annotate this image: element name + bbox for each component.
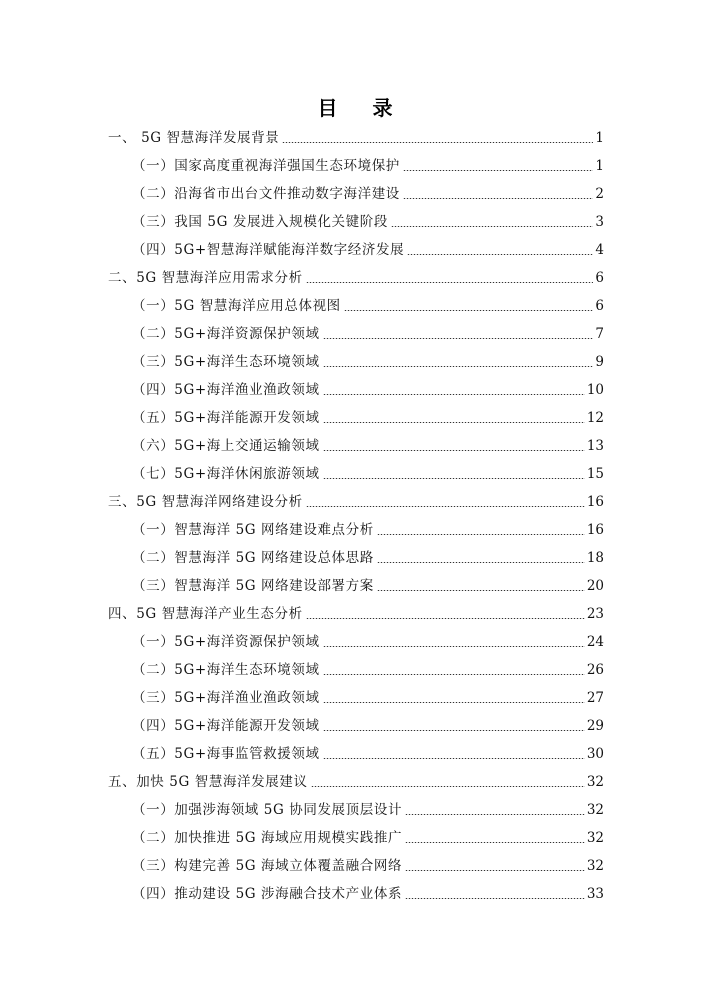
toc-entry-title: （二）沿海省市出台文件推动数字海洋建设: [132, 186, 400, 202]
toc-subsection-entry[interactable]: [108, 852, 604, 880]
dot-leader: [323, 758, 585, 759]
dot-leader: [323, 478, 585, 479]
dot-leader: [323, 674, 585, 675]
toc-entry-title: （三）我国 5G 发展进入规模化关键阶段: [132, 214, 388, 230]
dot-leader: [391, 226, 593, 227]
toc-subsection-entry[interactable]: [108, 292, 604, 320]
toc-entry-page-number: 10: [586, 382, 604, 398]
toc-entry-title: （五）5G+海洋能源开发领域: [132, 410, 320, 426]
dot-leader: [323, 730, 585, 731]
dot-leader: [311, 786, 585, 787]
toc-entry-page-number: 29: [586, 718, 604, 734]
toc-entry-page-number: 27: [586, 690, 604, 706]
toc-entry-page-number: 7: [595, 326, 604, 342]
toc-entry-page-number: 6: [595, 298, 604, 314]
toc-entry-title: （二）加快推进 5G 海域应用规模实践推广: [132, 830, 403, 846]
toc-subsection-entry[interactable]: [108, 740, 604, 768]
toc-subsection-entry[interactable]: [108, 180, 604, 208]
dot-leader: [377, 534, 585, 535]
toc-entry-page-number: 3: [595, 214, 604, 230]
toc-subsection-entry[interactable]: [108, 656, 604, 684]
dot-leader: [306, 506, 585, 507]
toc-section-entry[interactable]: [108, 264, 604, 292]
toc-subsection-entry[interactable]: [108, 348, 604, 376]
dot-leader: [323, 338, 594, 339]
toc-entry-page-number: 6: [595, 270, 604, 286]
toc-entry-title: （四）5G+海洋渔业渔政领域: [132, 382, 320, 398]
dot-leader: [323, 702, 585, 703]
toc-entry-title: （三）构建完善 5G 海域立体覆盖融合网络: [132, 858, 403, 874]
toc-entry-page-number: 24: [586, 634, 604, 650]
toc-subsection-entry[interactable]: [108, 516, 604, 544]
toc-entry-title: （一）5G+海洋资源保护领域: [132, 634, 320, 650]
toc-section-entry[interactable]: [108, 768, 604, 796]
toc-entry-title: 四、5G 智慧海洋产业生态分析: [108, 606, 303, 622]
toc-entry-title: 五、加快 5G 智慧海洋发展建议: [108, 774, 308, 790]
toc-entry-title: （二）5G+海洋生态环境领域: [132, 662, 320, 678]
toc-section-entry[interactable]: [108, 124, 604, 152]
toc-entry-title: （二）5G+海洋资源保护领域: [132, 326, 320, 342]
toc-subsection-entry[interactable]: [108, 404, 604, 432]
toc-subsection-entry[interactable]: [108, 880, 604, 908]
toc-entry-title: 一、 5G 智慧海洋发展背景: [108, 130, 280, 146]
toc-subsection-entry[interactable]: [108, 208, 604, 236]
toc-entry-title: （二）智慧海洋 5G 网络建设总体思路: [132, 550, 374, 566]
toc-entry-page-number: 12: [586, 410, 604, 426]
toc-entry-page-number: 13: [586, 438, 604, 454]
dot-leader: [323, 366, 594, 367]
toc-entry-title: （一）加强涉海领域 5G 协同发展顶层设计: [132, 802, 403, 818]
toc-subsection-entry[interactable]: [108, 684, 604, 712]
toc-entry-page-number: 9: [595, 354, 604, 370]
toc-entry-title: 二、5G 智慧海洋应用需求分析: [108, 270, 303, 286]
toc-entry-page-number: 18: [586, 550, 604, 566]
table-of-contents: [108, 124, 604, 908]
dot-leader: [407, 254, 593, 255]
toc-subsection-entry[interactable]: [108, 824, 604, 852]
toc-entry-title: （四）5G+海洋能源开发领域: [132, 718, 320, 734]
dot-leader: [306, 282, 594, 283]
toc-entry-title: （一）5G 智慧海洋应用总体视图: [132, 298, 341, 314]
toc-subsection-entry[interactable]: [108, 796, 604, 824]
toc-subsection-entry[interactable]: [108, 320, 604, 348]
toc-entry-page-number: 32: [586, 858, 604, 874]
toc-entry-title: （六）5G+海上交通运输领域: [132, 438, 320, 454]
dot-leader: [403, 170, 594, 171]
toc-entry-page-number: 15: [586, 466, 604, 482]
toc-subsection-entry[interactable]: [108, 236, 604, 264]
dot-leader: [377, 562, 585, 563]
toc-subsection-entry[interactable]: [108, 460, 604, 488]
toc-entry-title: （五）5G+海事监管救援领域: [132, 746, 320, 762]
toc-subsection-entry[interactable]: [108, 376, 604, 404]
toc-entry-title: （三）5G+海洋渔业渔政领域: [132, 690, 320, 706]
toc-entry-page-number: 4: [595, 242, 604, 258]
dot-leader: [344, 310, 594, 311]
toc-entry-page-number: 2: [595, 186, 604, 202]
toc-section-entry[interactable]: [108, 600, 604, 628]
toc-entry-title: （七）5G+海洋休闲旅游领域: [132, 466, 320, 482]
toc-subsection-entry[interactable]: [108, 152, 604, 180]
toc-entry-page-number: 32: [586, 774, 604, 790]
toc-entry-title: 三、5G 智慧海洋网络建设分析: [108, 494, 303, 510]
dot-leader: [405, 814, 585, 815]
dot-leader: [282, 142, 593, 143]
dot-leader: [405, 870, 585, 871]
toc-entry-title: （一）智慧海洋 5G 网络建设难点分析: [132, 522, 374, 538]
toc-entry-page-number: 20: [586, 578, 604, 594]
toc-entry-page-number: 32: [586, 802, 604, 818]
toc-entry-title: （一）国家高度重视海洋强国生态环境保护: [132, 158, 400, 174]
dot-leader: [323, 646, 585, 647]
dot-leader: [403, 198, 594, 199]
toc-section-entry[interactable]: [108, 488, 604, 516]
toc-subsection-entry[interactable]: [108, 432, 604, 460]
toc-entry-title: （四）推动建设 5G 涉海融合技术产业体系: [132, 886, 403, 902]
toc-entry-title: （三）智慧海洋 5G 网络建设部署方案: [132, 578, 374, 594]
dot-leader: [405, 898, 585, 899]
dot-leader: [377, 590, 585, 591]
toc-subsection-entry[interactable]: [108, 628, 604, 656]
toc-entry-page-number: 26: [586, 662, 604, 678]
dot-leader: [405, 842, 585, 843]
toc-entry-page-number: 1: [595, 158, 604, 174]
toc-entry-page-number: 30: [586, 746, 604, 762]
toc-subsection-entry[interactable]: [108, 572, 604, 600]
dot-leader: [306, 618, 585, 619]
dot-leader: [323, 450, 585, 451]
toc-entry-page-number: 16: [586, 522, 604, 538]
toc-entry-title: （三）5G+海洋生态环境领域: [132, 354, 320, 370]
toc-subsection-entry[interactable]: [108, 712, 604, 740]
toc-entry-page-number: 33: [586, 886, 604, 902]
toc-entry-page-number: 16: [586, 494, 604, 510]
page-title: 目 录: [317, 96, 407, 120]
toc-subsection-entry[interactable]: [108, 544, 604, 572]
toc-entry-title: （四）5G+智慧海洋赋能海洋数字经济发展: [132, 242, 405, 258]
toc-entry-page-number: 32: [586, 830, 604, 846]
toc-entry-page-number: 1: [595, 130, 604, 146]
toc-entry-page-number: 23: [586, 606, 604, 622]
dot-leader: [323, 422, 585, 423]
dot-leader: [323, 394, 585, 395]
